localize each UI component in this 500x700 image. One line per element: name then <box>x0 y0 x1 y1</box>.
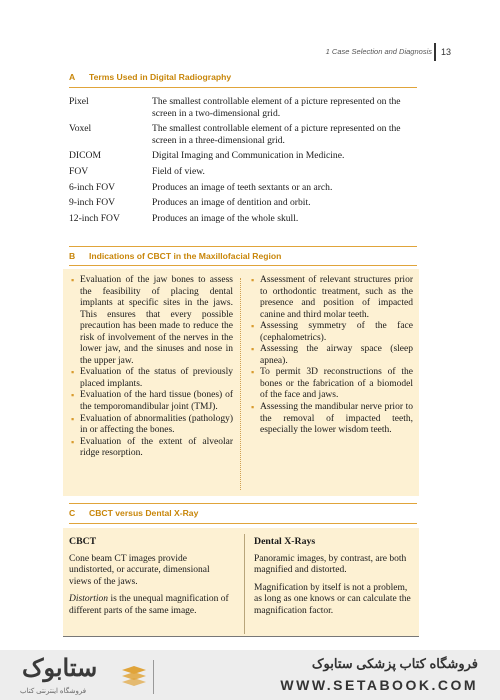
indication-text: Assessment of relevant structures prior to orthodontic treatment, such as the presence and position of impacted canine and third molar teeth. <box>260 275 413 320</box>
section-c-top-rule <box>69 503 417 504</box>
indication-text: Assessing symmetry of the face (cephalometrics). <box>260 321 413 343</box>
section-c-rule <box>69 523 417 524</box>
term-name: Pixel <box>69 96 89 107</box>
term-name: 12-inch FOV <box>69 212 120 224</box>
bullet-icon: ▪ <box>251 321 255 332</box>
logo-text: ستابوک <box>22 655 98 682</box>
indication-item <box>71 275 233 367</box>
bullet-icon: ▪ <box>251 275 255 285</box>
page-number: 13 <box>441 47 452 57</box>
section-b-top-rule <box>69 246 417 247</box>
distortion-term: Distortion <box>69 594 109 605</box>
cbct-column <box>69 536 229 624</box>
running-title: 1 Case Selection and Diagnosis <box>325 47 432 56</box>
indication-item <box>251 367 413 402</box>
section-c-letter: C <box>69 508 76 518</box>
section-b-title: Indications of CBCT in the Maxillofacial Region <box>89 251 282 261</box>
section-b-letter: B <box>69 251 76 261</box>
term-row <box>69 213 421 229</box>
indication-text: Evaluation of the status of previously placed implants. <box>80 367 233 389</box>
term-row <box>69 197 421 213</box>
xray-paragraph-1: Panoramic images, by contrast, are both magnified and distorted. <box>254 553 407 576</box>
term-row <box>69 166 421 182</box>
term-name: FOV <box>69 165 89 177</box>
indications-right-column <box>251 275 413 437</box>
shop-name: فروشگاه کتاب پزشکی ستابوک <box>311 656 478 671</box>
bullet-icon: ▪ <box>71 413 75 424</box>
term-definition: The smallest controllable element of a picture represented on the screen in a three-dimensional grid. <box>152 123 401 146</box>
indication-item <box>71 437 233 460</box>
indication-item <box>251 275 413 321</box>
section-b-rule <box>69 265 417 266</box>
term-row <box>69 150 421 166</box>
indication-item <box>71 414 233 437</box>
term-definition: Field of view. <box>152 165 205 177</box>
indications-left-column <box>71 275 233 460</box>
indication-text: To permit 3D reconstructions of the bones or the fabrication of a biomodel of the face and jaws. <box>260 367 413 401</box>
indication-text: Evaluation of abnormalities (pathology) in or affecting the bones. <box>80 413 233 436</box>
footer-separator <box>153 660 154 694</box>
section-a-title: Terms Used in Digital Radiography <box>89 72 232 82</box>
term-definition: Produces an image of teeth sextants or an arch. <box>152 181 333 193</box>
indication-item <box>251 321 413 344</box>
indication-item <box>71 367 233 390</box>
term-name: Voxel <box>69 123 92 135</box>
terms-table <box>69 96 421 228</box>
section-c-heading <box>69 508 417 518</box>
indication-text: Assessing the mandibular nerve prior to the removal of impacted teeth, especially the lower wisdom teeth. <box>260 402 413 436</box>
indication-text: Assessing the airway space (sleep apnea). <box>260 344 413 366</box>
distortion-definition: is the unequal magnification of different parts of the same image. <box>69 594 229 616</box>
section-b-heading <box>69 251 417 261</box>
term-name: 6-inch FOV <box>69 181 116 193</box>
bullet-icon: ▪ <box>71 275 75 285</box>
bullet-icon: ▪ <box>71 390 75 401</box>
xray-paragraph-2: Magnification by itself is not a problem, as long as one knows or can calculate the magnification factor. <box>254 582 411 616</box>
term-definition: The smallest controllable element of a picture represented on the screen in a two-dimensional grid. <box>152 96 401 119</box>
indication-item <box>71 390 233 413</box>
term-definition: Produces an image of dentition and orbit. <box>152 197 311 209</box>
bullet-icon: ▪ <box>71 367 75 378</box>
term-name: 9-inch FOV <box>69 197 116 209</box>
term-name: DICOM <box>69 150 101 162</box>
section-a-letter: A <box>69 72 76 82</box>
section-a-rule <box>69 87 417 88</box>
indication-text: Evaluation of the extent of alveolar ridge resorption. <box>80 436 233 459</box>
cbct-paragraph-1: Cone beam CT images provide undistorted, or accurate, dimensional views of the jaws. <box>69 553 210 587</box>
xray-heading: Dental X-Rays <box>254 536 316 547</box>
indication-text: Evaluation of the hard tissue (bones) of the temporomandibular joint (TMJ). <box>80 390 233 413</box>
term-definition: Digital Imaging and Communication in Medicine. <box>152 150 345 162</box>
term-definition: Produces an image of the whole skull. <box>152 212 299 224</box>
bullet-icon: ▪ <box>71 436 75 447</box>
section-a-heading <box>69 72 417 82</box>
term-row <box>69 96 421 123</box>
cbct-heading: CBCT <box>69 536 97 547</box>
indication-item <box>251 402 413 437</box>
xray-column <box>254 536 414 624</box>
section-c-title: CBCT versus Dental X-Ray <box>89 508 199 518</box>
logo-subtitle: فروشگاه اینترنتی کتاب <box>20 688 87 695</box>
indication-text: Evaluation of the jaw bones to assess the feasibility of placing dental implants at specific sites in the jaws. This ensures that every possible precaution has been made to reduce the risk of involvement of the nerves in the lower jaw, and the sinuses and nose in the upper jaw. <box>80 275 233 366</box>
bullet-icon: ▪ <box>251 402 255 413</box>
term-row <box>69 123 421 150</box>
comparison-bottom-rule <box>63 636 419 637</box>
indications-divider <box>240 278 241 490</box>
bullet-icon: ▪ <box>251 344 255 355</box>
cbct-paragraph-2 <box>69 594 229 617</box>
term-row <box>69 182 421 198</box>
bullet-icon: ▪ <box>251 367 255 378</box>
comparison-divider <box>244 534 245 634</box>
book-stack-icon <box>120 666 148 690</box>
header-divider <box>434 43 436 61</box>
shop-url[interactable]: WWW.SETABOOK.COM <box>280 677 478 693</box>
indication-item <box>251 344 413 367</box>
